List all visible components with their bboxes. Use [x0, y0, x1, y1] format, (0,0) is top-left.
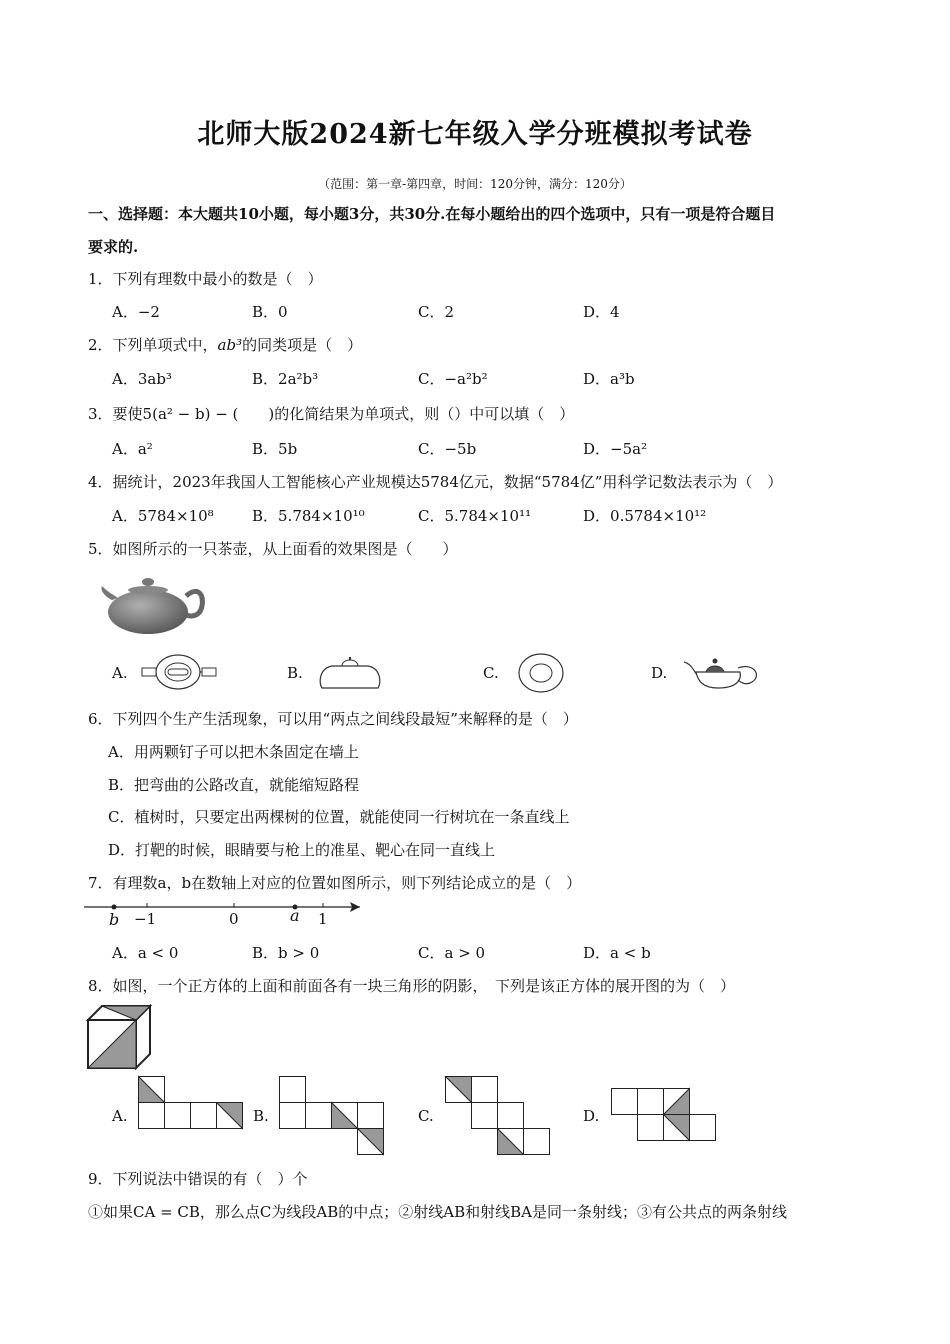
q5-option-d: D. — [651, 664, 668, 682]
question-4-stem: 4．据统计，2023年我国人工智能核心产业规模达5784亿元，数据“5784亿”用科学记数法表示为（ ） — [88, 473, 783, 491]
q7-option-d: D．a < b — [583, 944, 651, 962]
q1-option-a: A．−2 — [112, 303, 160, 321]
question-2-stem: 2．下列单项式中，ab³的同类项是（ ） — [88, 336, 363, 354]
q7-option-c: C．a > 0 — [418, 944, 486, 962]
axis-label-a: a — [290, 906, 300, 925]
q1-option-d: D．4 — [583, 303, 620, 321]
q4-option-c: C．5.784×10¹¹ — [418, 507, 532, 525]
q4-option-d: D．0.5784×10¹² — [583, 507, 707, 525]
axis-label-zero: 0 — [229, 910, 239, 928]
q8-net-b — [279, 1076, 389, 1156]
q6-option-c: C．植树时，只要定出两棵树的位置，就能使同一行树坑在一条直线上 — [108, 808, 570, 826]
question-6-stem: 6．下列四个生产生活现象，可以用“两点之间线段最短”来解释的是（ ） — [88, 710, 578, 728]
axis-label-b: b — [109, 910, 120, 929]
q3-option-b: B．5b — [252, 440, 298, 458]
q2-option-a: A．3ab³ — [112, 370, 172, 388]
axis-label-one: 1 — [318, 910, 328, 928]
q5-option-a-figure — [140, 652, 220, 692]
q3-option-d: D．−5a² — [583, 440, 648, 458]
q5-option-b-figure — [318, 654, 382, 694]
question-7-stem: 7．有理数a，b在数轴上对应的位置如图所示，则下列结论成立的是（ ） — [88, 874, 582, 892]
q5-option-b: B. — [287, 664, 303, 682]
q4-option-a: A．5784×10⁸ — [112, 507, 214, 525]
q6-option-d: D．打靶的时候，眼睛要与枪上的准星、靶心在同一直线上 — [108, 841, 496, 859]
page-title: 北师大版2024新七年级入学分班模拟考试卷 — [197, 119, 753, 150]
q8-option-b: B. — [253, 1107, 269, 1125]
q8-option-a: A. — [112, 1107, 128, 1125]
q5-option-c: C. — [483, 664, 499, 682]
exam-scope: （范围：第一章-第四章，时间：120分钟，满分：120分） — [318, 177, 632, 191]
question-5-stem: 5．如图所示的一只茶壶，从上面看的效果图是（ ） — [88, 540, 458, 558]
q5-option-d-figure — [682, 654, 762, 692]
question-3-stem: 3．要使5(a² − b) − ( )的化简结果为单项式，则（）中可以填（ ） — [88, 405, 575, 423]
q8-option-c: C. — [418, 1107, 434, 1125]
q8-option-d: D. — [583, 1107, 600, 1125]
q6-option-b: B．把弯曲的公路改直，就能缩短路程 — [108, 776, 360, 794]
cube-figure — [86, 1004, 152, 1070]
section-heading-cont: 要求的. — [88, 238, 139, 256]
question-1-stem: 1．下列有理数中最小的数是（ ） — [88, 270, 323, 288]
q5-option-c-figure — [516, 652, 566, 696]
q8-net-c — [445, 1076, 555, 1156]
teapot-image — [98, 572, 208, 638]
q3-option-c: C．−5b — [418, 440, 477, 458]
section-heading: 一、选择题：本大题共10小题，每小题3分，共30分.在每小题给出的四个选项中，只有一项是符合题目 — [88, 205, 776, 223]
question-9-statements: ①如果CA = CB，那么点C为线段AB的中点；②射线AB和射线BA是同一条射线；③有公共点的两条射线 — [88, 1203, 787, 1221]
q1-option-c: C．2 — [418, 303, 455, 321]
q3-option-a: A．a² — [112, 440, 153, 458]
q2-option-b: B．2a²b³ — [252, 370, 319, 388]
q1-option-b: B．0 — [252, 303, 288, 321]
q4-option-b: B．5.784×10¹⁰ — [252, 507, 365, 525]
q6-option-a: A．用两颗钉子可以把木条固定在墙上 — [108, 743, 359, 761]
question-9-stem: 9．下列说法中错误的有（ ）个 — [88, 1170, 308, 1188]
q2-option-c: C．−a²b² — [418, 370, 488, 388]
q5-option-a: A. — [112, 664, 128, 682]
q2-option-d: D．a³b — [583, 370, 635, 388]
q8-net-d — [611, 1088, 721, 1142]
q7-option-b: B．b > 0 — [252, 944, 320, 962]
question-8-stem: 8．如图，一个正方体的上面和前面各有一块三角形的阴影， 下列是该正方体的展开图的为（ ） — [88, 977, 736, 995]
axis-label-neg1: −1 — [134, 910, 157, 928]
q8-net-a — [138, 1076, 248, 1130]
q7-option-a: A．a < 0 — [112, 944, 179, 962]
